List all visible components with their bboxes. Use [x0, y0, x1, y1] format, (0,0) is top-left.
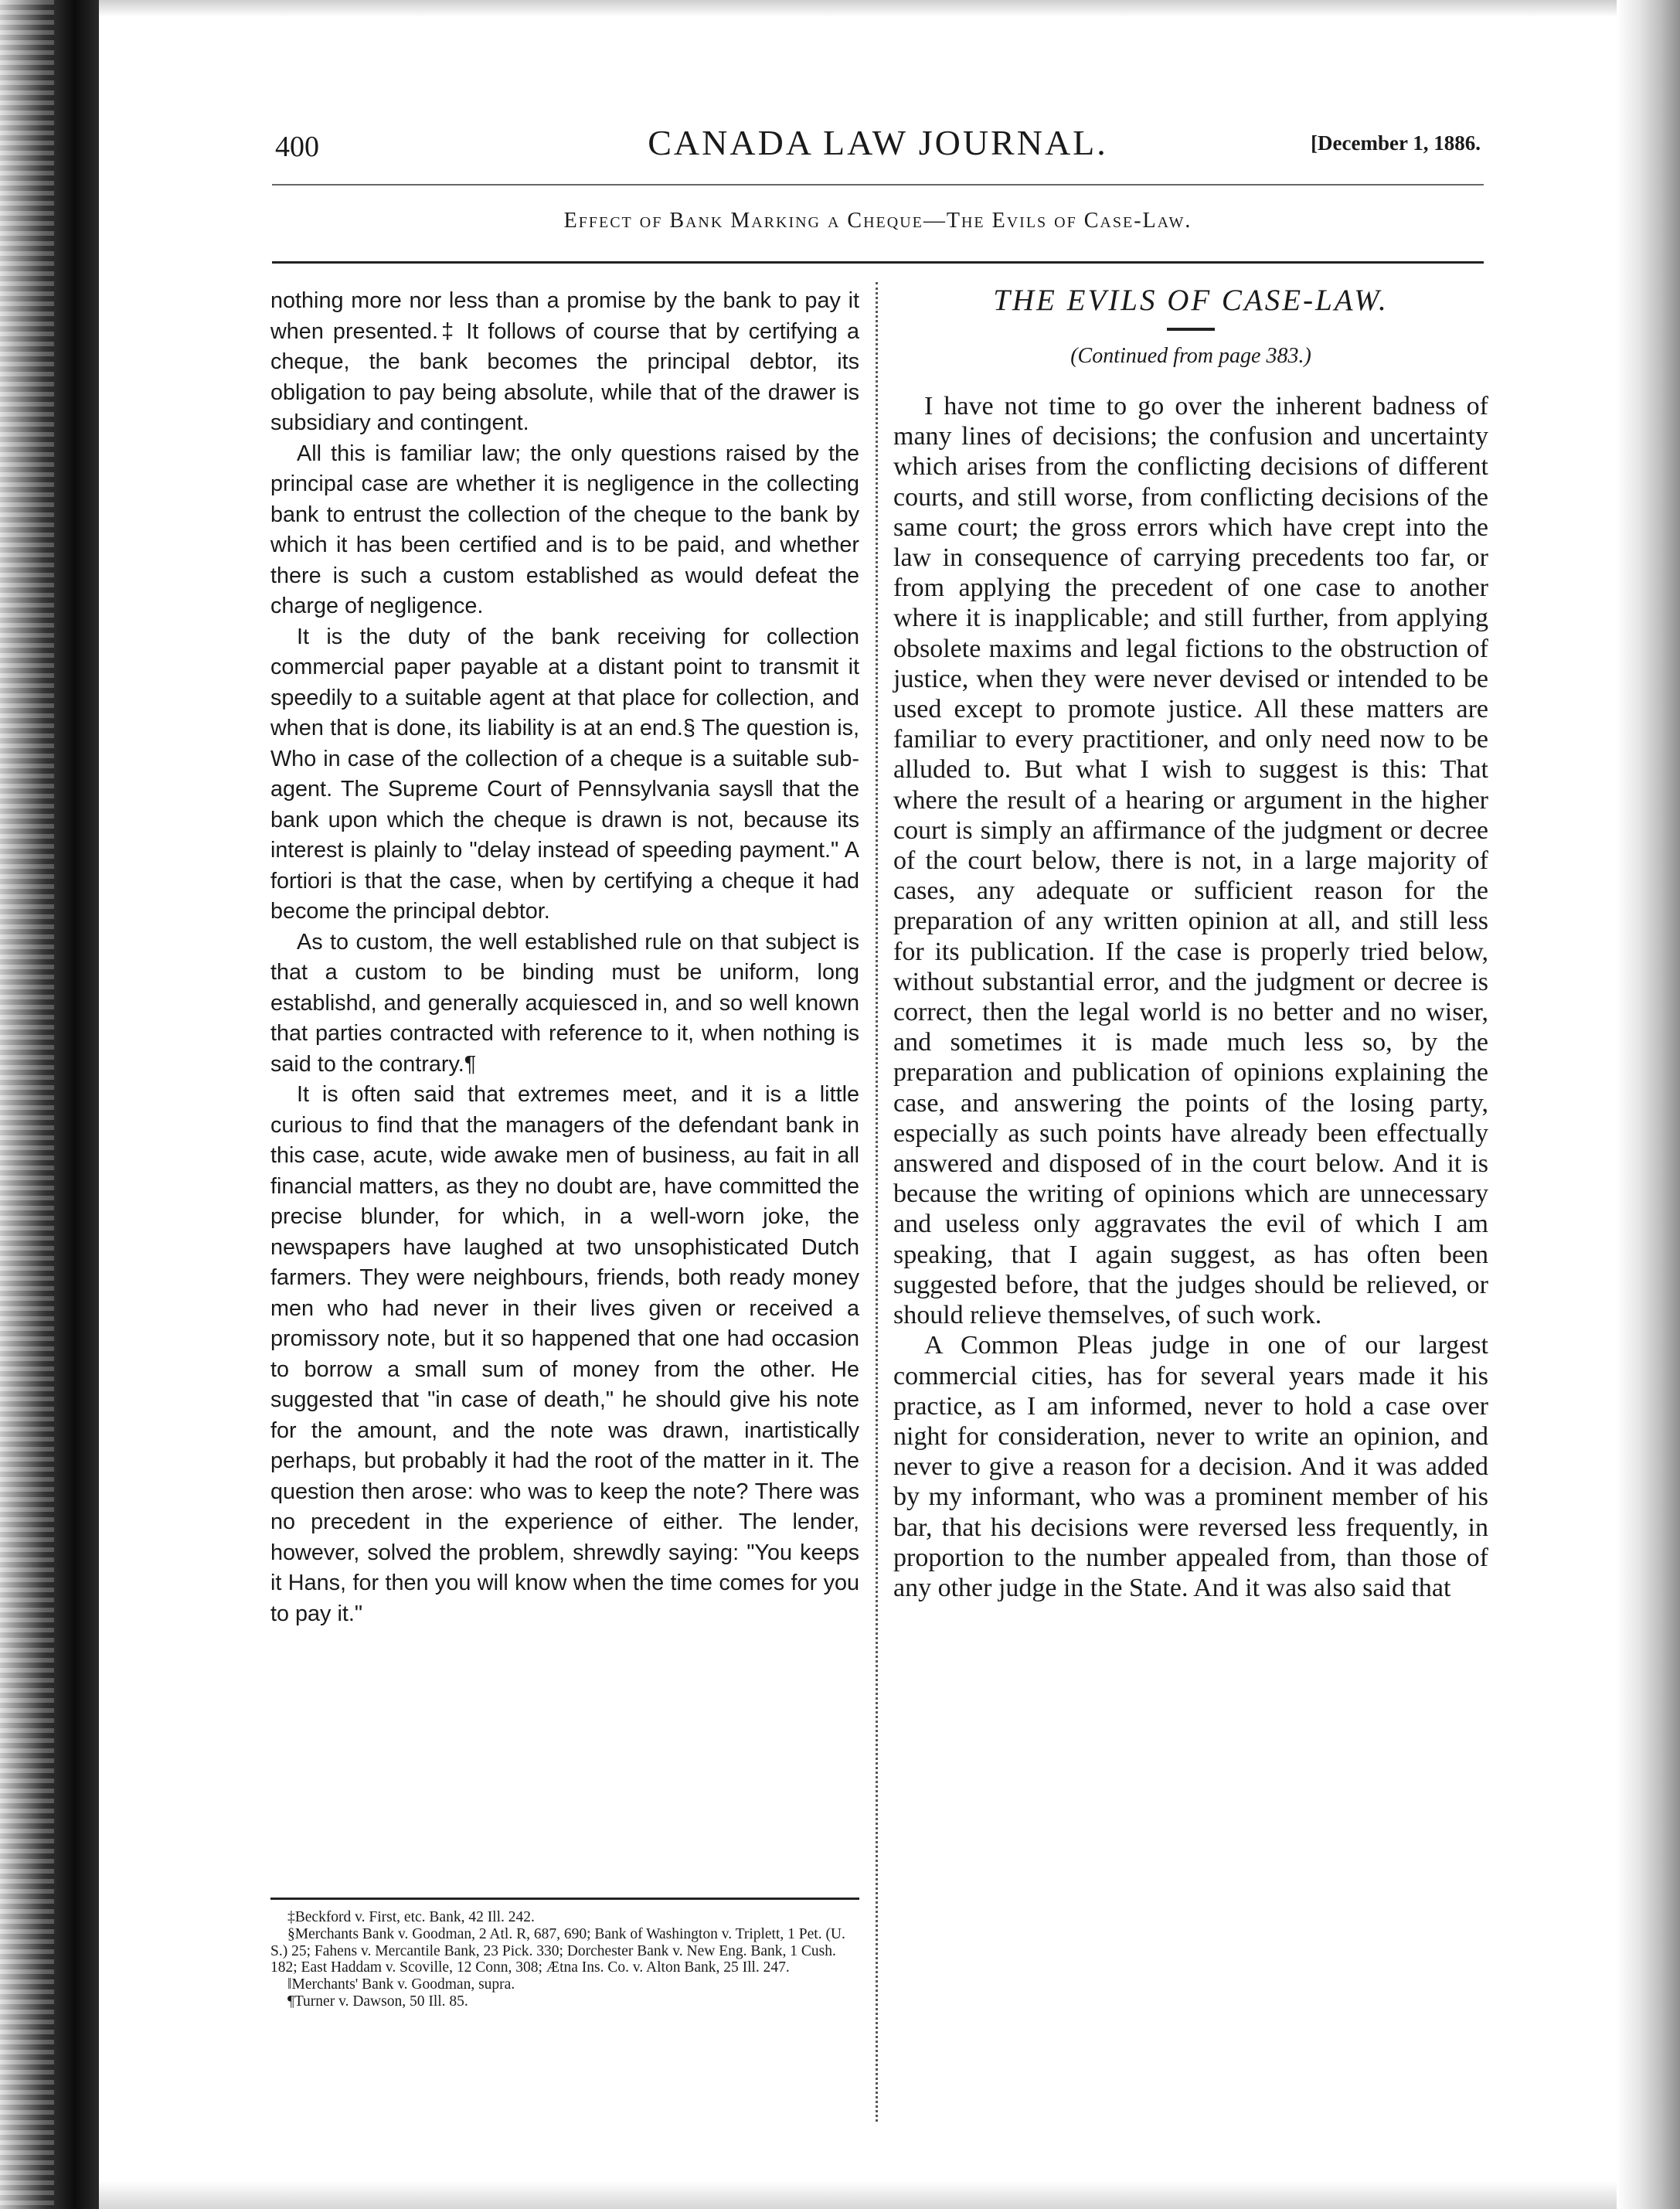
scan-shadow-right	[1617, 0, 1680, 2209]
left-paragraph-5: It is often said that extremes meet, and it is a little curious to find that the managers of the defendant bank in this case, acute, wide awake men of business, au fait in all financial matters, as they no doubt are, have committed the precise blunder, for which, in a well-worn joke, the newspapers have laughed at two unsophisticated Dutch farmers. They were neighbours, friends, both ready money men who had never in their lives given or received a promissory note, but it so happened that one had occasion to borrow a small sum of money from the other. He suggested that "in case of death," he should give his note for the amount, and the note was drawn, inartistically perhaps, but probably it had the root of the matter in it. The question then arose: who was to keep the note? There was no precedent in the experience of either. The lender, however, solved the problem, shrewdly saying: "You keeps it Hans, for then you will know when the time comes for you to pay it."	[270, 1082, 859, 1626]
scan-edge-bottom	[99, 2181, 1617, 2209]
issue-date: [December 1, 1886.	[1311, 131, 1481, 155]
running-title: Effect of Bank Marking a Cheque—The Evils of Case-Law.	[563, 209, 1192, 233]
footnote-rule	[270, 1898, 859, 1900]
left-paragraph-3: It is the duty of the bank receiving for collection commercial paper payable at a distant point to transmit it speedily to a suitable agent at that place for collection, and when that is done, its liability is at an end.§ The question is, Who in case of the collection of a cheque is a suitable sub-agent. The Supreme Court of Pennsylvania says‖ that the bank upon which the cheque is drawn is not, because its interest is plainly to "delay instead of speeding payment." A fortiori is that the case, when by certifying a cheque it had become the principal debtor.	[270, 624, 859, 924]
title-dash	[1167, 328, 1215, 331]
left-paragraph-1: nothing more nor less than a promise by the bank to pay it when presented.‡ It follows of course that by certifying a cheque, the bank becomes the principal debtor, its obligation to pay being absolute, while that of the drawer is subsidiary and contingent.	[270, 288, 859, 435]
left-paragraph-4: As to custom, the well established rule on that subject is that a custom to be binding must be uniform, long establishd, and generally acquiesced in, and so well known that parties contracted with reference to it, when nothing is said to the contrary.¶	[270, 929, 859, 1077]
header-rule	[272, 184, 1484, 186]
running-title-rule	[272, 261, 1484, 264]
left-column	[270, 286, 859, 1629]
footnote: ¶Turner v. Dawson, 50 Ill. 85.	[287, 1993, 468, 2010]
scan-edge-top	[99, 0, 1617, 17]
right-paragraph-1: I have not time to go over the inherent badness of many lines of decisions; the confusion and uncertainty which arises from the conflicting decisions of different courts, and still worse, from conflicting decisions of the same court; the gross errors which have crept into the law in consequence of carrying precedents too far, or from applying the precedent of one case to another where it is inapplicable; and still further, from applying obsolete maxims and legal fictions to the obstruction of justice, when they were never devised or intended to be used except to promote justice. All these matters are familiar to every practitioner, and only need now to be alluded to. But what I wish to suggest is this: That where the result of a hearing or argument in the higher court is simply an affirmance of the judgment or decree of the court below, there is not, in a large majority of cases, any adequate or sufficient reason for the preparation of any written opinion at all, and still less for its publication. If the case is properly tried below, without substantial error, and the judgment or decree is correct, then the legal world is no better and no wiser, and sometimes it is made much less so, by the preparation and publication of opinions explaining the case, and answering the points of the losing party, especially as such points have already been effectually answered and disposed of in the court below. And it is because the writing of opinions which are unnecessary and useless only aggravates the evil of which I am speaking, that I again suggest, as has often been suggested before, that the judges should be relieved, or should relieve themselves, of such work.	[893, 392, 1488, 1330]
footnotes	[270, 1909, 859, 2010]
article-title: THE EVILS OF CASE-LAW.	[993, 284, 1389, 317]
footnote: ‖Merchants' Bank v. Goodman, supra.	[287, 1976, 515, 1993]
page-header	[275, 117, 1481, 164]
right-paragraph-2: A Common Pleas judge in one of our largest commercial cities, has for several years made it his practice, as I am informed, never to hold a case over night for consideration, never to write an opinion, and never to give a reason for a decision. And it was added by my informant, who was a prominent member of his bar, that his decisions were reversed less frequently, in proportion to the number appealed from, than those of any other judge in the State. And it was also said that	[893, 1331, 1488, 1602]
right-column	[893, 278, 1488, 1603]
page-number: 400	[275, 131, 319, 163]
column-divider	[876, 282, 878, 2122]
scan-binding-texture	[0, 0, 54, 2209]
footnote: ‡Beckford v. First, etc. Bank, 42 Ill. 242.	[287, 1909, 535, 1925]
continued-note: (Continued from page 383.)	[1070, 344, 1311, 368]
journal-title: CANADA LAW JOURNAL.	[648, 123, 1108, 162]
left-paragraph-2: All this is familiar law; the only questions raised by the principal case are whether it is negligence in the collecting bank to entrust the collection of the cheque to the bank by which it has been certified and is to be paid, and whether there is such a custom established as would defeat the charge of negligence.	[270, 441, 859, 618]
footnote: §Merchants Bank v. Goodman, 2 Atl. R, 687, 690; Bank of Washington v. Triplett, 1 Pet. (U. S.) 25; Fahens v. Mercantile Bank, 23 Pick. 330; Dorchester Bank v. New Eng. Bank, 1 Cush. 182; East Haddam v. Scoville, 12 Conn, 308; Ætna Ins. Co. v. Alton Bank, 25 Ill. 247.	[270, 1925, 845, 1976]
